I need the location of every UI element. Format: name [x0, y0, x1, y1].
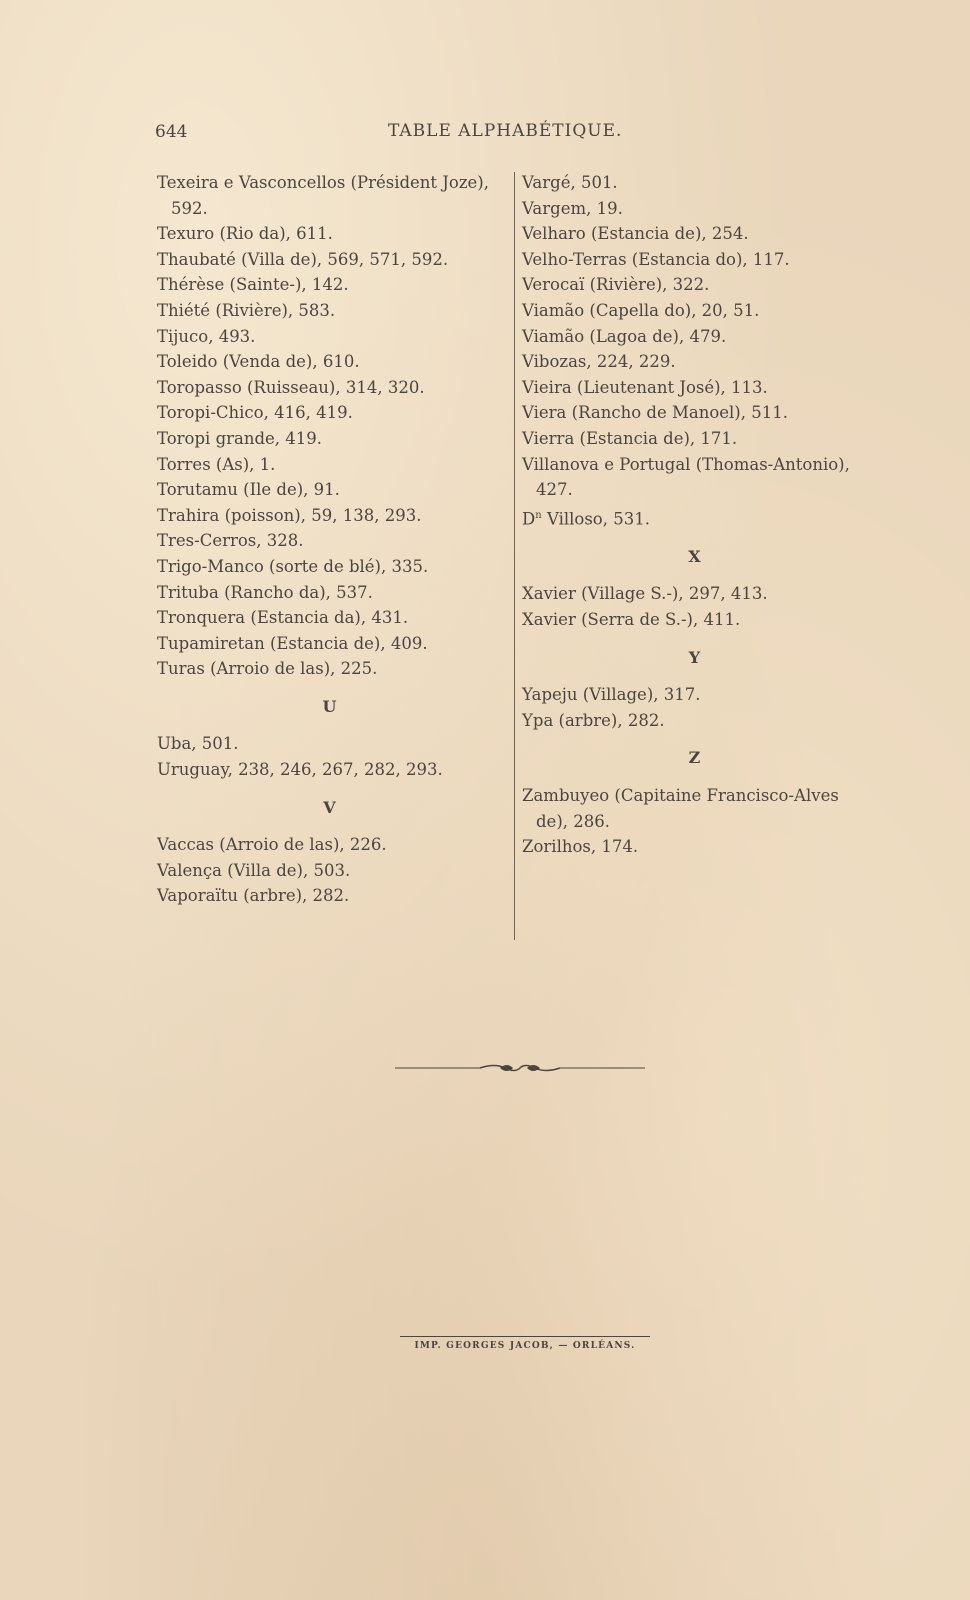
index-entry: Ypa (arbre), 282.: [522, 710, 665, 730]
index-entry: Velho-Terras (Estancia do), 117.: [522, 249, 790, 269]
index-entry: Vierra (Estancia de), 171.: [522, 428, 738, 448]
index-entry: Toropi grande, 419.: [157, 428, 323, 448]
printer-imprint: IMP. GEORGES JACOB, — ORLÉANS.: [400, 1336, 650, 1351]
index-entry: Uba, 501.: [157, 734, 239, 754]
villoso-text: Villoso, 531.: [546, 509, 650, 529]
index-entry: Toropasso (Ruisseau), 314, 320.: [157, 377, 425, 397]
section-letter-v: V: [323, 797, 336, 817]
index-entry: Thaubaté (Villa de), 569, 571, 592.: [157, 249, 449, 269]
index-entry: Texeira e Vasconcellos (Président Joze), 592.: [157, 173, 489, 218]
section-letter-u: U: [322, 696, 337, 716]
index-entry: Vaccas (Arroio de las), 226.: [157, 835, 387, 855]
index-entry: Toropi-Chico, 416, 419.: [157, 403, 353, 423]
index-entry: Thérèse (Sainte-), 142.: [157, 275, 349, 295]
index-entry: Trituba (Rancho da), 537.: [157, 582, 373, 602]
index-entry: Xavier (Village S.-), 297, 413.: [522, 584, 768, 604]
index-entry: Torres (As), 1.: [157, 454, 276, 474]
section-letter-z: Z: [688, 748, 701, 768]
index-entry: Vieira (Lieutenant José), 113.: [522, 377, 768, 397]
index-entry: Trahira (poisson), 59, 138, 293.: [157, 505, 422, 525]
ornament-divider: [395, 1060, 645, 1076]
villoso-prefix: D: [522, 509, 536, 529]
index-entry: Viera (Rancho de Manoel), 511.: [522, 403, 788, 423]
index-entry: Viamão (Capella do), 20, 51.: [522, 300, 760, 320]
index-entry: Vibozas, 224, 229.: [522, 352, 676, 372]
index-entry: Torutamu (Ile de), 91.: [157, 480, 340, 500]
index-entry: Velharo (Estancia de), 254.: [522, 224, 749, 244]
index-entry: Viamão (Lagoa de), 479.: [522, 326, 727, 346]
index-entry: Valença (Villa de), 503.: [157, 860, 351, 880]
index-entry: Tupamiretan (Estancia de), 409.: [157, 633, 428, 653]
index-entry-villoso: [522, 503, 867, 532]
section-letter-x: X: [688, 546, 701, 566]
section-letter-y: Y: [688, 647, 701, 667]
index-entry: Tijuco, 493.: [157, 326, 256, 346]
column-divider: [514, 172, 515, 940]
index-entry: Xavier (Serra de S.-), 411.: [522, 610, 741, 629]
index-entry: Vargem, 19.: [522, 198, 623, 218]
index-entry: Yapeju (Village), 317.: [522, 685, 701, 705]
index-entry: Zambuyeo (Capitaine Francisco-Alves de), 286.: [522, 785, 839, 831]
index-entry: Villanova e Portugal (Thomas-Antonio), 427.: [522, 454, 850, 500]
index-entry: Uruguay, 238, 246, 267, 282, 293.: [157, 760, 443, 780]
index-entry: Vaporaïtu (arbre), 282.: [157, 886, 350, 906]
running-head: TABLE ALPHABÉTIQUE.: [388, 121, 623, 141]
left-column: [157, 170, 502, 909]
index-entry: Trigo-Manco (sorte de blé), 335.: [157, 556, 429, 576]
index-entry: Thiété (Rivière), 583.: [157, 300, 336, 320]
right-column: [522, 170, 867, 860]
index-entry: Tres-Cerros, 328.: [157, 531, 304, 551]
index-entry: Toleido (Venda de), 610.: [157, 352, 360, 372]
villoso-superscript: n: [535, 509, 542, 521]
index-entry: Vargé, 501.: [522, 173, 618, 192]
index-entry: Zorilhos, 174.: [522, 837, 639, 857]
index-entry: Verocaï (Rivière), 322.: [522, 275, 710, 295]
page-number: 644: [155, 122, 188, 142]
index-entry: Texuro (Rio da), 611.: [157, 224, 333, 244]
index-entry: Tronquera (Estancia da), 431.: [157, 608, 409, 628]
index-entry: Turas (Arroio de las), 225.: [157, 659, 378, 679]
